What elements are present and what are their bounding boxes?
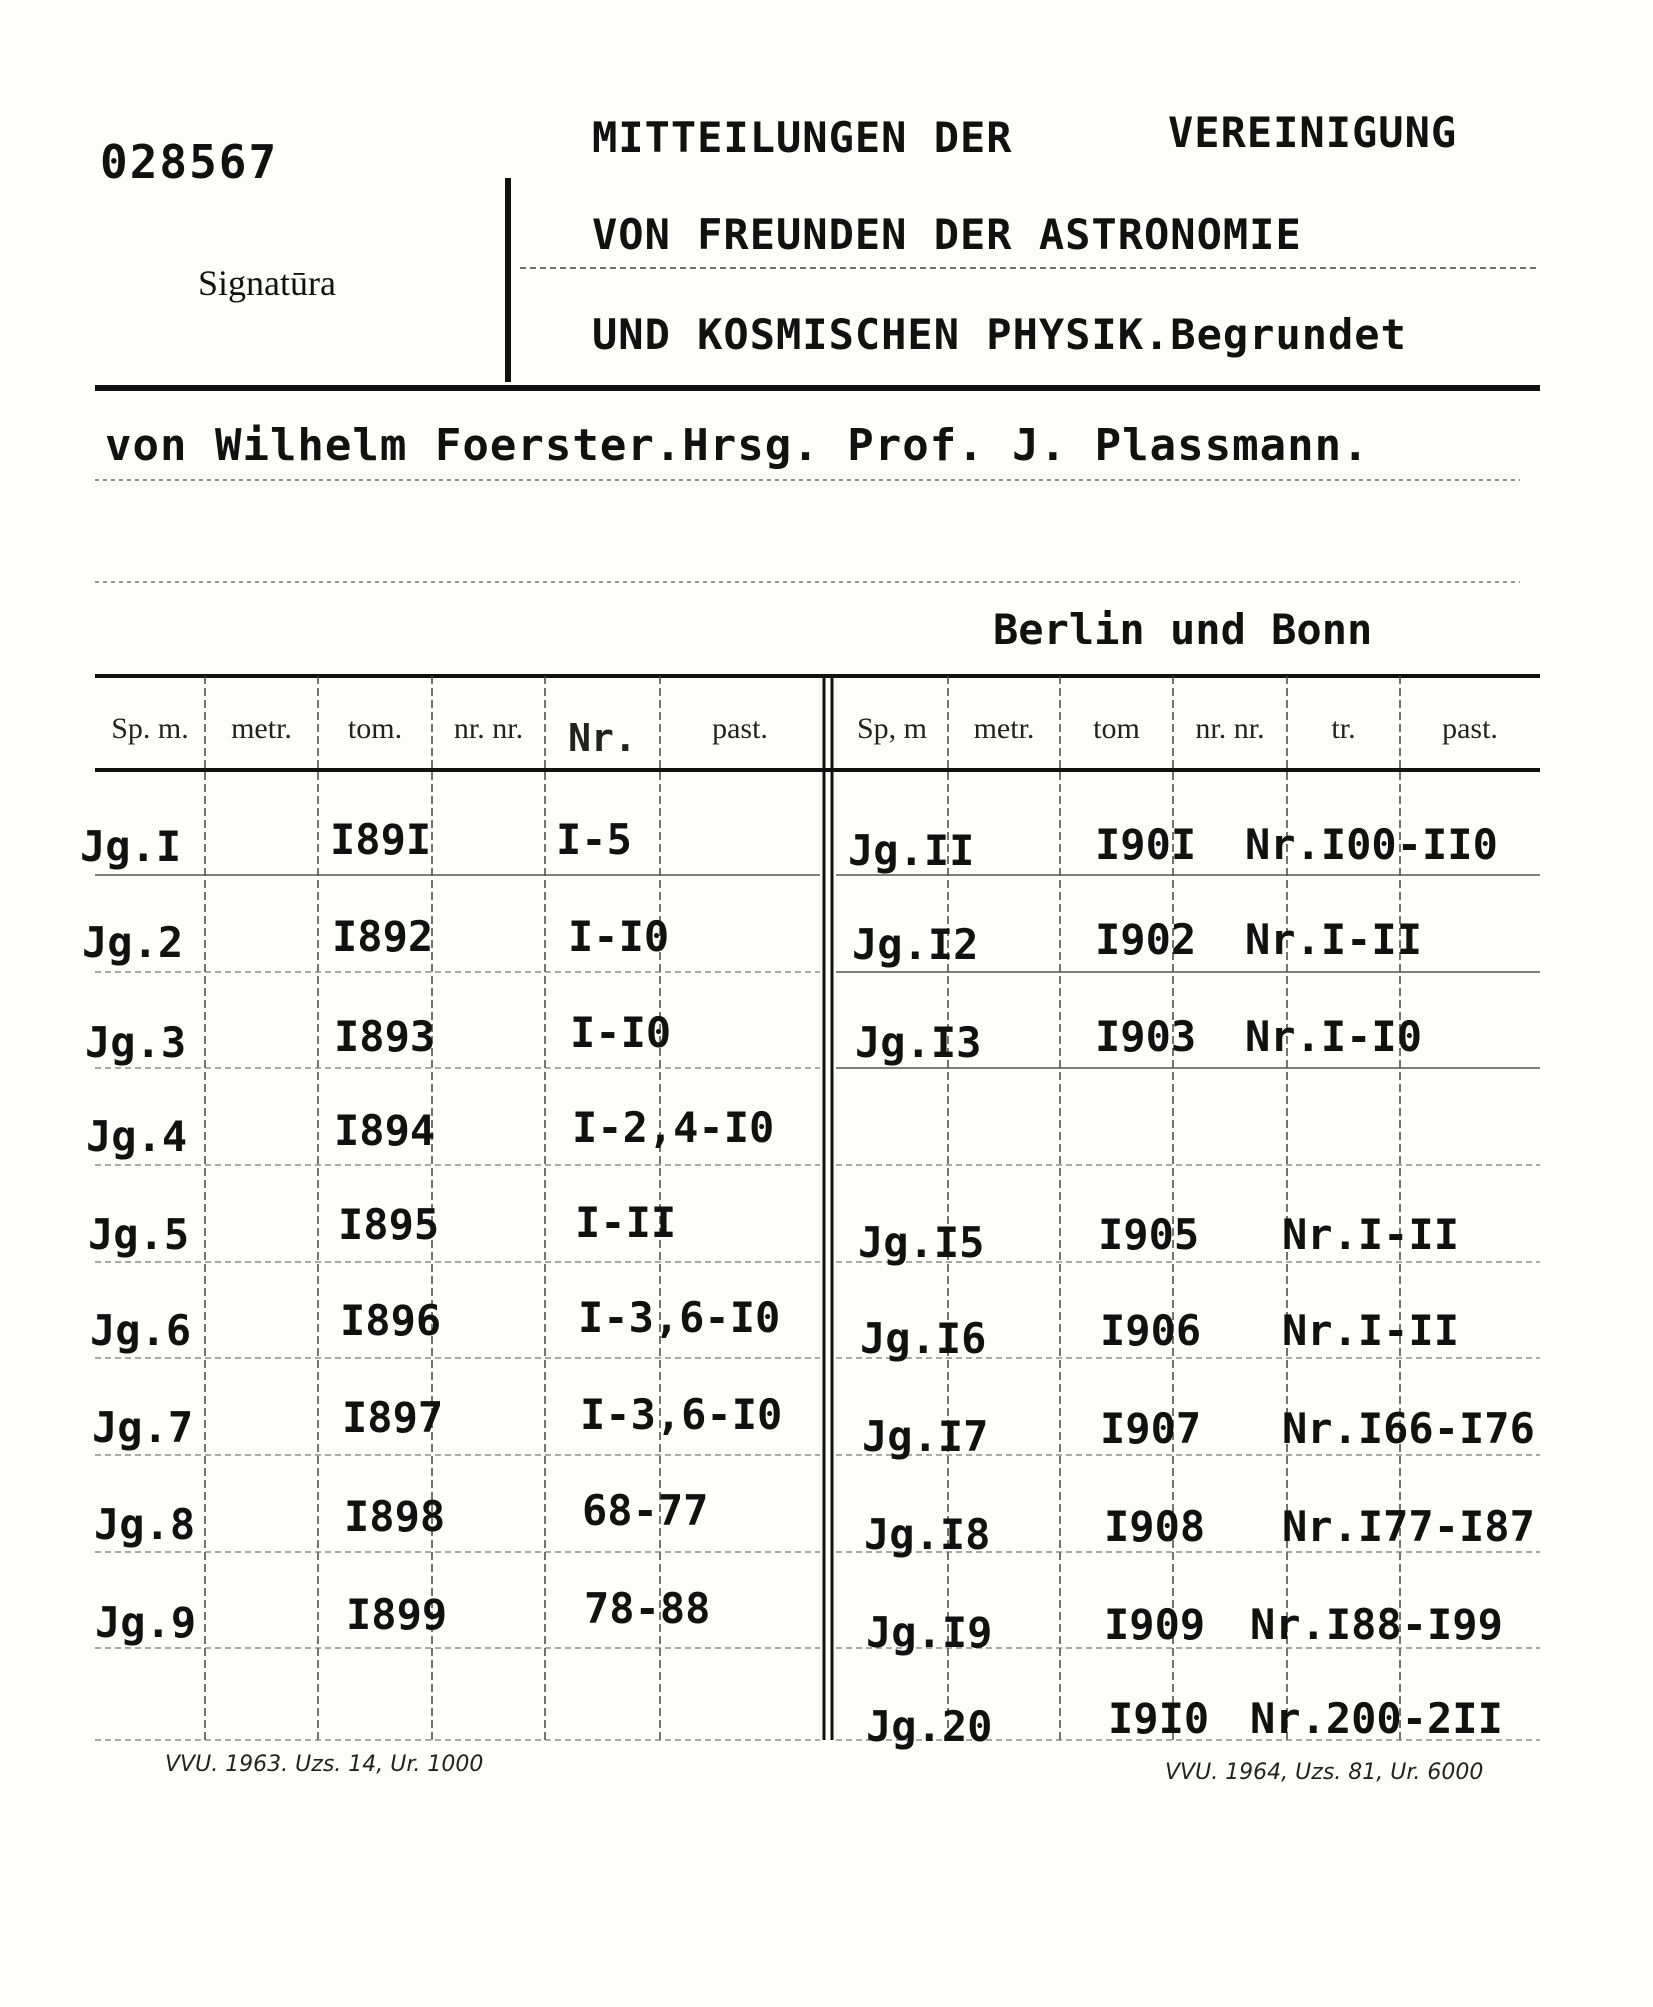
right-row-7-nr: Nr.I66-I76: [1282, 1404, 1535, 1453]
left-row-9-tom: I899: [346, 1590, 448, 1639]
right-row-6-nr: Nr.I-II: [1282, 1306, 1460, 1355]
left-row-1-nr: I-5: [556, 815, 632, 864]
header-metr-left: metr.: [231, 712, 292, 745]
left-row-5-tom: I895: [338, 1200, 440, 1249]
left-row-6-tom: I896: [340, 1296, 442, 1345]
left-row-3-tom: I893: [334, 1012, 436, 1061]
place-of-publication: Berlin und Bonn: [993, 605, 1373, 654]
signature-number: 028567: [100, 135, 279, 189]
left-row-9-nr: 78-88: [584, 1584, 711, 1633]
right-row-6-tom: I906: [1100, 1306, 1202, 1355]
header-tr-right: tr.: [1331, 712, 1356, 745]
left-row-8-tom: I898: [344, 1492, 446, 1541]
right-row-8-sp: Jg.I8: [864, 1510, 991, 1559]
left-row-1-tom: I89I: [330, 815, 432, 864]
right-row-10-nr: Nr.200-2II: [1250, 1694, 1503, 1743]
right-row-10-sp: Jg.20: [866, 1702, 993, 1751]
right-row-8-tom: I908: [1104, 1502, 1206, 1551]
title-line-1b: VEREINIGUNG: [1168, 108, 1458, 157]
right-row-1-sp: Jg.II: [848, 826, 975, 875]
title-line-3: UND KOSMISCHEN PHYSIK.Begrundet: [592, 310, 1407, 359]
header-past-left: past.: [712, 712, 768, 745]
right-row-3-tom: I903: [1095, 1012, 1197, 1061]
right-row-6-sp: Jg.I6: [860, 1314, 987, 1363]
header-tom-left: tom.: [347, 712, 403, 745]
left-row-2-nr: I-I0: [568, 912, 670, 961]
right-row-5-tom: I905: [1098, 1210, 1200, 1259]
handwritten-note-left: VVU. 1963. Uzs. 14, Ur. 1000: [165, 1752, 484, 1777]
right-row-8-nr: Nr.I77-I87: [1282, 1502, 1535, 1551]
right-row-9-nr: Nr.I88-I99: [1250, 1600, 1503, 1649]
header-nrnr-right: nr. nr.: [1195, 712, 1265, 745]
left-row-3-nr: I-I0: [570, 1008, 672, 1057]
right-row-10-tom: I9I0: [1108, 1694, 1210, 1743]
right-row-7-tom: I907: [1100, 1404, 1202, 1453]
title-line-4: von Wilhelm Foerster.Hrsg. Prof. J. Plassmann.: [105, 420, 1370, 471]
header-metr-right: metr.: [973, 712, 1035, 745]
header-nr-left: Nr.: [568, 716, 637, 760]
right-row-1-tom: I90I: [1095, 820, 1197, 869]
right-row-5-nr: Nr.I-II: [1282, 1210, 1460, 1259]
left-row-5-sp: Jg.5: [88, 1210, 190, 1259]
left-row-7-nr: I-3,6-I0: [580, 1390, 783, 1439]
left-row-7-sp: Jg.7: [92, 1403, 194, 1452]
right-row-2-tom: I902: [1095, 915, 1197, 964]
title-line-1: MITTEILUNGEN DER: [592, 113, 1013, 162]
header-past-right: past.: [1442, 712, 1498, 745]
left-row-6-nr: I-3,6-I0: [578, 1293, 781, 1342]
left-row-4-tom: I894: [334, 1106, 436, 1155]
header-nrnr-left: nr. nr.: [453, 712, 524, 745]
right-row-3-sp: Jg.I3: [855, 1018, 982, 1067]
left-row-1-sp: Jg.I: [80, 822, 182, 871]
left-row-2-tom: I892: [332, 912, 434, 961]
left-row-9-sp: Jg.9: [95, 1598, 197, 1647]
header-sp-m-left: Sp. m.: [111, 712, 189, 745]
left-row-6-sp: Jg.6: [90, 1306, 192, 1355]
title-line-2: VON FREUNDEN DER ASTRONOMIE: [592, 210, 1302, 259]
left-row-8-sp: Jg.8: [94, 1500, 196, 1549]
left-row-2-sp: Jg.2: [82, 918, 184, 967]
right-row-5-sp: Jg.I5: [858, 1218, 985, 1267]
left-row-4-sp: Jg.4: [86, 1112, 188, 1161]
signature-label: Signatūra: [198, 263, 336, 303]
handwritten-note-right: VVU. 1964, Uzs. 81, Ur. 6000: [1165, 1760, 1484, 1785]
left-row-7-tom: I897: [342, 1393, 444, 1442]
header-sp-m-right: Sp, m: [856, 712, 928, 745]
left-row-8-nr: 68-77: [582, 1486, 709, 1535]
right-row-7-sp: Jg.I7: [862, 1412, 989, 1461]
right-row-1-nr: Nr.I00-II0: [1245, 820, 1498, 869]
header-tom-right: tom: [1093, 712, 1140, 745]
left-row-5-nr: I-II: [575, 1198, 677, 1247]
right-row-3-nr: Nr.I-I0: [1245, 1012, 1423, 1061]
right-row-2-nr: Nr.I-II: [1245, 915, 1423, 964]
right-row-9-sp: Jg.I9: [866, 1608, 993, 1657]
left-row-3-sp: Jg.3: [85, 1018, 187, 1067]
right-row-2-sp: Jg.I2: [852, 920, 979, 969]
left-row-4-nr: I-2,4-I0: [572, 1103, 775, 1152]
right-row-9-tom: I909: [1104, 1600, 1206, 1649]
